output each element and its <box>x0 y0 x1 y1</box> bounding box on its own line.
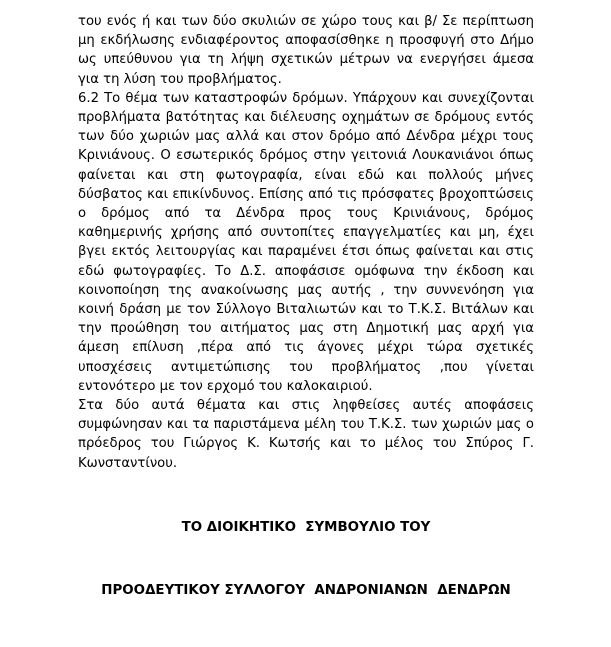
document-body <box>78 12 534 473</box>
signature-block <box>78 475 534 622</box>
signature-line-board: ΤΟ ΔΙΟΙΚΗΤΙΚΟ ΣΥΜΒΟΥΛΙΟ ΤΟΥ <box>181 520 431 535</box>
paragraph-roads-issue: 6.2 Το θέμα των καταστροφών δρόμων. Υπάρχουν και συνεχίζονται προβλήματα βατότητας και διέλευσης οχημάτων σε δρόμους εντός των δύο χωριών μας αλλά και στον δρόμο από Δένδρα μέχρι τους Κρινιάνους. Ο εσωτερικός δρόμος στην γειτονιά Λουκανιάνοι όπως φαίνεται και στη φωτογραφία, είναι εδώ και πολλούς μήνες δύσβατος και επικίνδυνος. Επίσης από τις πρόσφατες βροχοπτώσεις ο δρόμος από τα Δένδρα προς τους Κρινιάνους, δρόμος καθημερινής χρήσης από συντοπίτες επαγγελματίες και μη, έχει βγει εκτός λειτουργίας και παραμένει έτσι όπως φαίνεται και στις εδώ φωτογραφίες. Το Δ.Σ. αποφάσισε ομόφωνα την έκδοση και κοινοποίηση της ανακοίνωσης μας αυτής , την συννενόηση για κοινή δράση με τον Σύλλογο Βιταλιωτών και το Τ.Κ.Σ. Βιτάλων και την προώθηση του αιτήματος μας στη Δημοτική μας αρχή για άμεση επίλυση ,πέρα από τις άγονες μέχρι τώρα σχετικές υποσχέσεις αντιμετώπισης του προβλήματος ,που γίνεται εντονότερο με τον ερχομό του καλοκαιριού. <box>78 90 534 394</box>
signature-line-association: ΠΡΟΟΔΕΥΤΙΚΟΥ ΣΥΛΛΟΓΟΥ ΑΝΔΡΟΝΙΑΝΩΝ ΔΕΝΔΡΩΝ <box>101 583 511 598</box>
paragraph-agreement: Στα δύο αυτά θέματα και στις ληφθείσες αυτές αποφάσεις συμφώνησαν και τα παριστάμενα μέλη του Τ.Κ.Σ. των χωριών μας ο πρόεδρος του Γιώργος Κ. Κωτσής και το μέλος του Σπύρος Γ. Κωνσταντίνου. <box>78 398 534 471</box>
paragraph-continuation: του ενός ή και των δύο σκυλιών σε χώρο τους και β/ Σε περίπτωση μη εκδήλωσης ενδιαφέροντος αποφασίσθηκε η προσφυγή στο Δήμο ως υπεύθυνου για τη λήψη σχετικών μέτρων να ενεργήσει άμεσα για τη λύση του προβλήματος. <box>78 14 534 87</box>
